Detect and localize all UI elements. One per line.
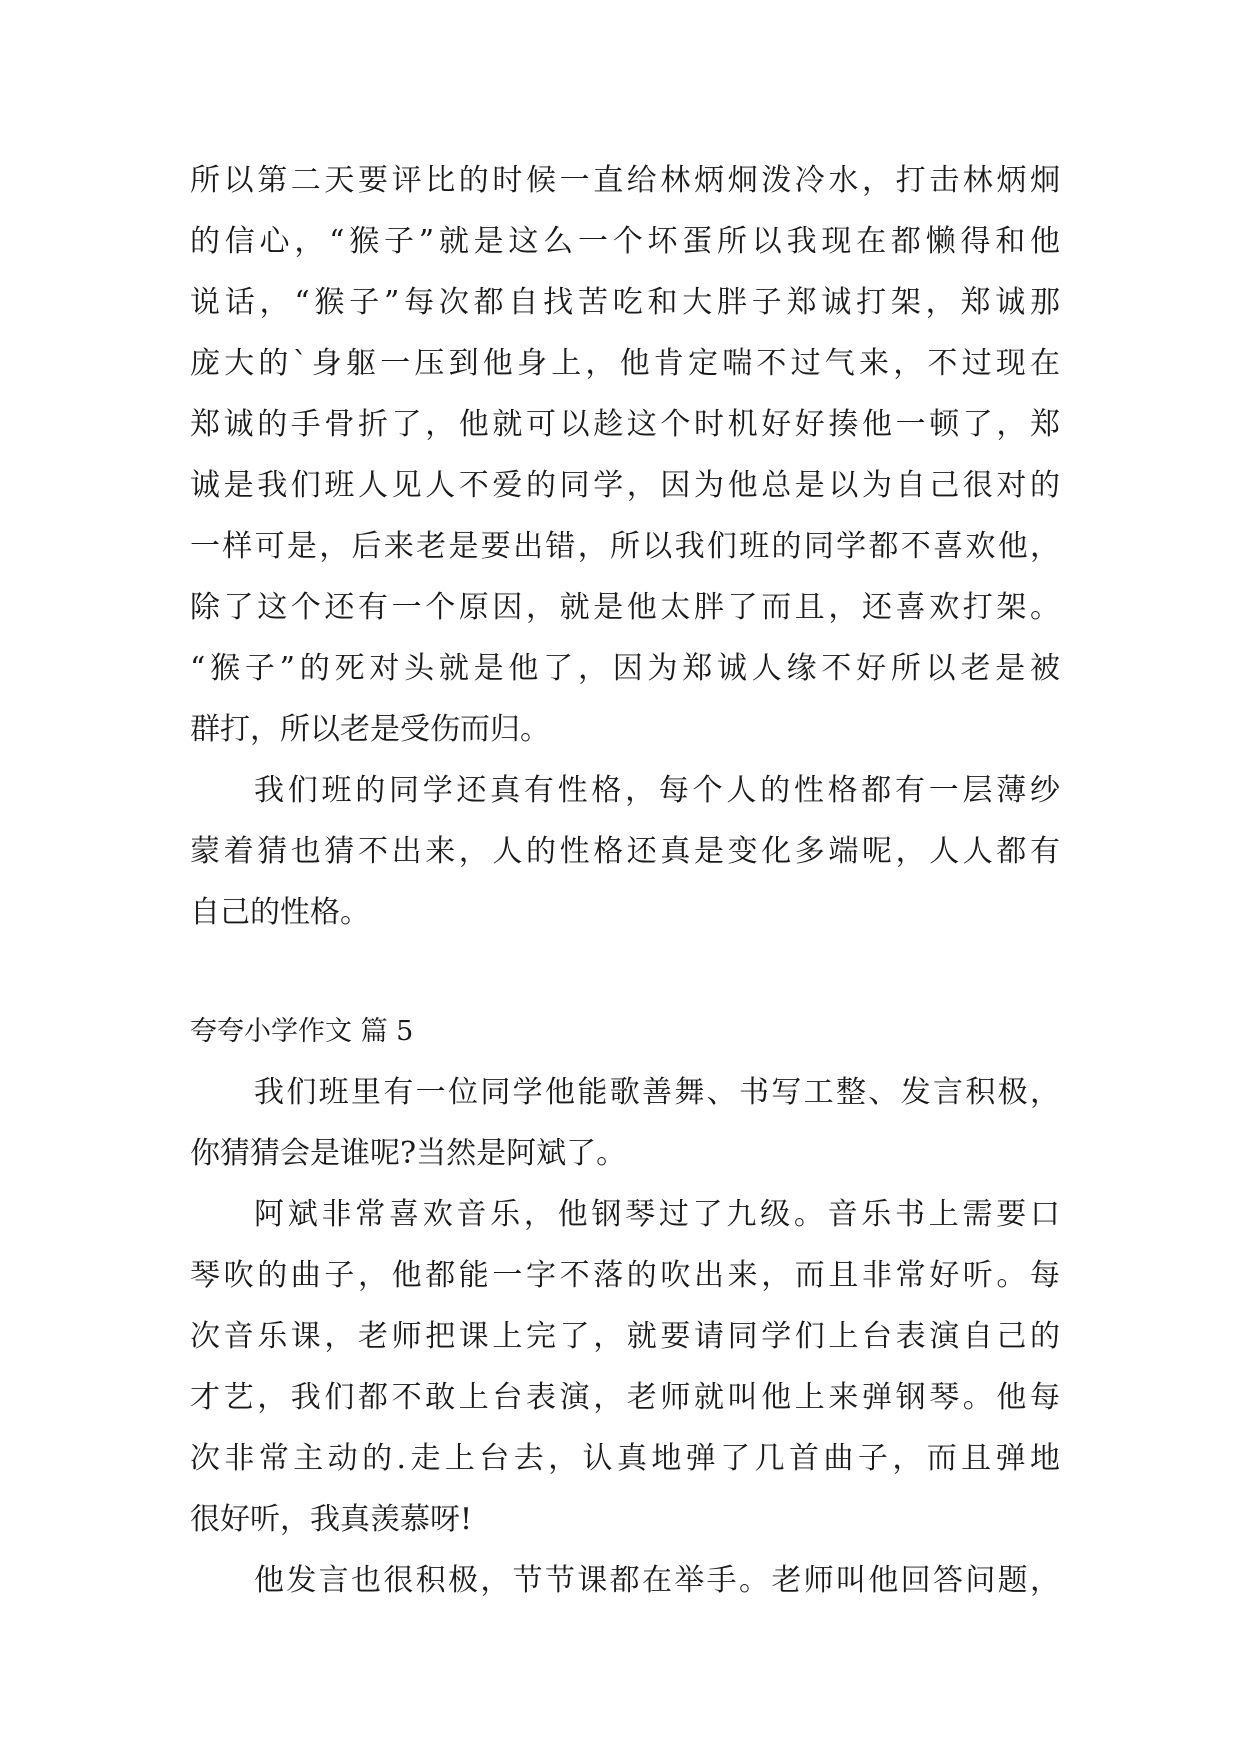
paragraph-2: [190, 760, 1060, 943]
paragraph-5: [190, 1550, 1060, 1611]
text-line: 诚是我们班人见人不爱的同学，因为他总是以为自己很对的: [190, 468, 1060, 503]
section-gap: [190, 943, 1060, 1001]
text-line: 庞大的`身躯一压到他身上，他肯定喘不过气来，不过现在: [190, 346, 1060, 381]
text-line: 我们班的同学还真有性格，每个人的性格都有一层薄纱: [254, 773, 1060, 808]
paragraph-1: [190, 150, 1060, 760]
text-line: 一样可是，后来老是要出错，所以我们班的同学都不喜欢他，: [190, 529, 1060, 564]
paragraph-3: [190, 1062, 1060, 1184]
text-line: 群打，所以老是受伤而归。: [190, 712, 550, 747]
text-line: “猴子”的死对头就是他了，因为郑诚人缘不好所以老是被: [190, 651, 1060, 686]
text-line: 我们班里有一位同学他能歌善舞、书写工整、发言积极，: [254, 1075, 1060, 1110]
text-line: 很好听，我真羡慕呀!: [190, 1502, 473, 1537]
text-line: 蒙着猜也猜不出来，人的性格还真是变化多端呢，人人都有: [190, 834, 1060, 869]
section-heading: 夸夸小学作文 篇 5: [190, 1016, 414, 1047]
text-line: 阿斌非常喜欢音乐，他钢琴过了九级。音乐书上需要口: [254, 1197, 1060, 1232]
paragraph-4: [190, 1184, 1060, 1550]
text-line: 自己的性格。: [190, 895, 370, 930]
text-line: 他发言也很积极，节节课都在举手。老师叫他回答问题，: [254, 1563, 1060, 1598]
text-line: 所以第二天要评比的时候一直给林炳炯泼冷水，打击林炳炯: [190, 163, 1060, 198]
text-line: 郑诚的手骨折了，他就可以趁这个时机好好揍他一顿了，郑: [190, 407, 1060, 442]
text-line: 次音乐课，老师把课上完了，就要请同学们上台表演自己的: [190, 1319, 1060, 1354]
text-line: 次非常主动的.走上台去，认真地弹了几首曲子，而且弹地: [190, 1441, 1060, 1476]
text-line: 你猜猜会是谁呢?当然是阿斌了。: [190, 1136, 627, 1171]
text-line: 的信心，“猴子”就是这么一个坏蛋所以我现在都懒得和他: [190, 224, 1060, 259]
text-line: 才艺，我们都不敢上台表演，老师就叫他上来弹钢琴。他每: [190, 1380, 1060, 1415]
text-line: 琴吹的曲子，他都能一字不落的吹出来，而且非常好听。每: [190, 1258, 1060, 1293]
text-line: 除了这个还有一个原因，就是他太胖了而且，还喜欢打架。: [190, 590, 1060, 625]
text-line: 说话，“猴子”每次都自找苦吃和大胖子郑诚打架，郑诚那: [190, 285, 1060, 320]
document-body: [190, 150, 1060, 1611]
